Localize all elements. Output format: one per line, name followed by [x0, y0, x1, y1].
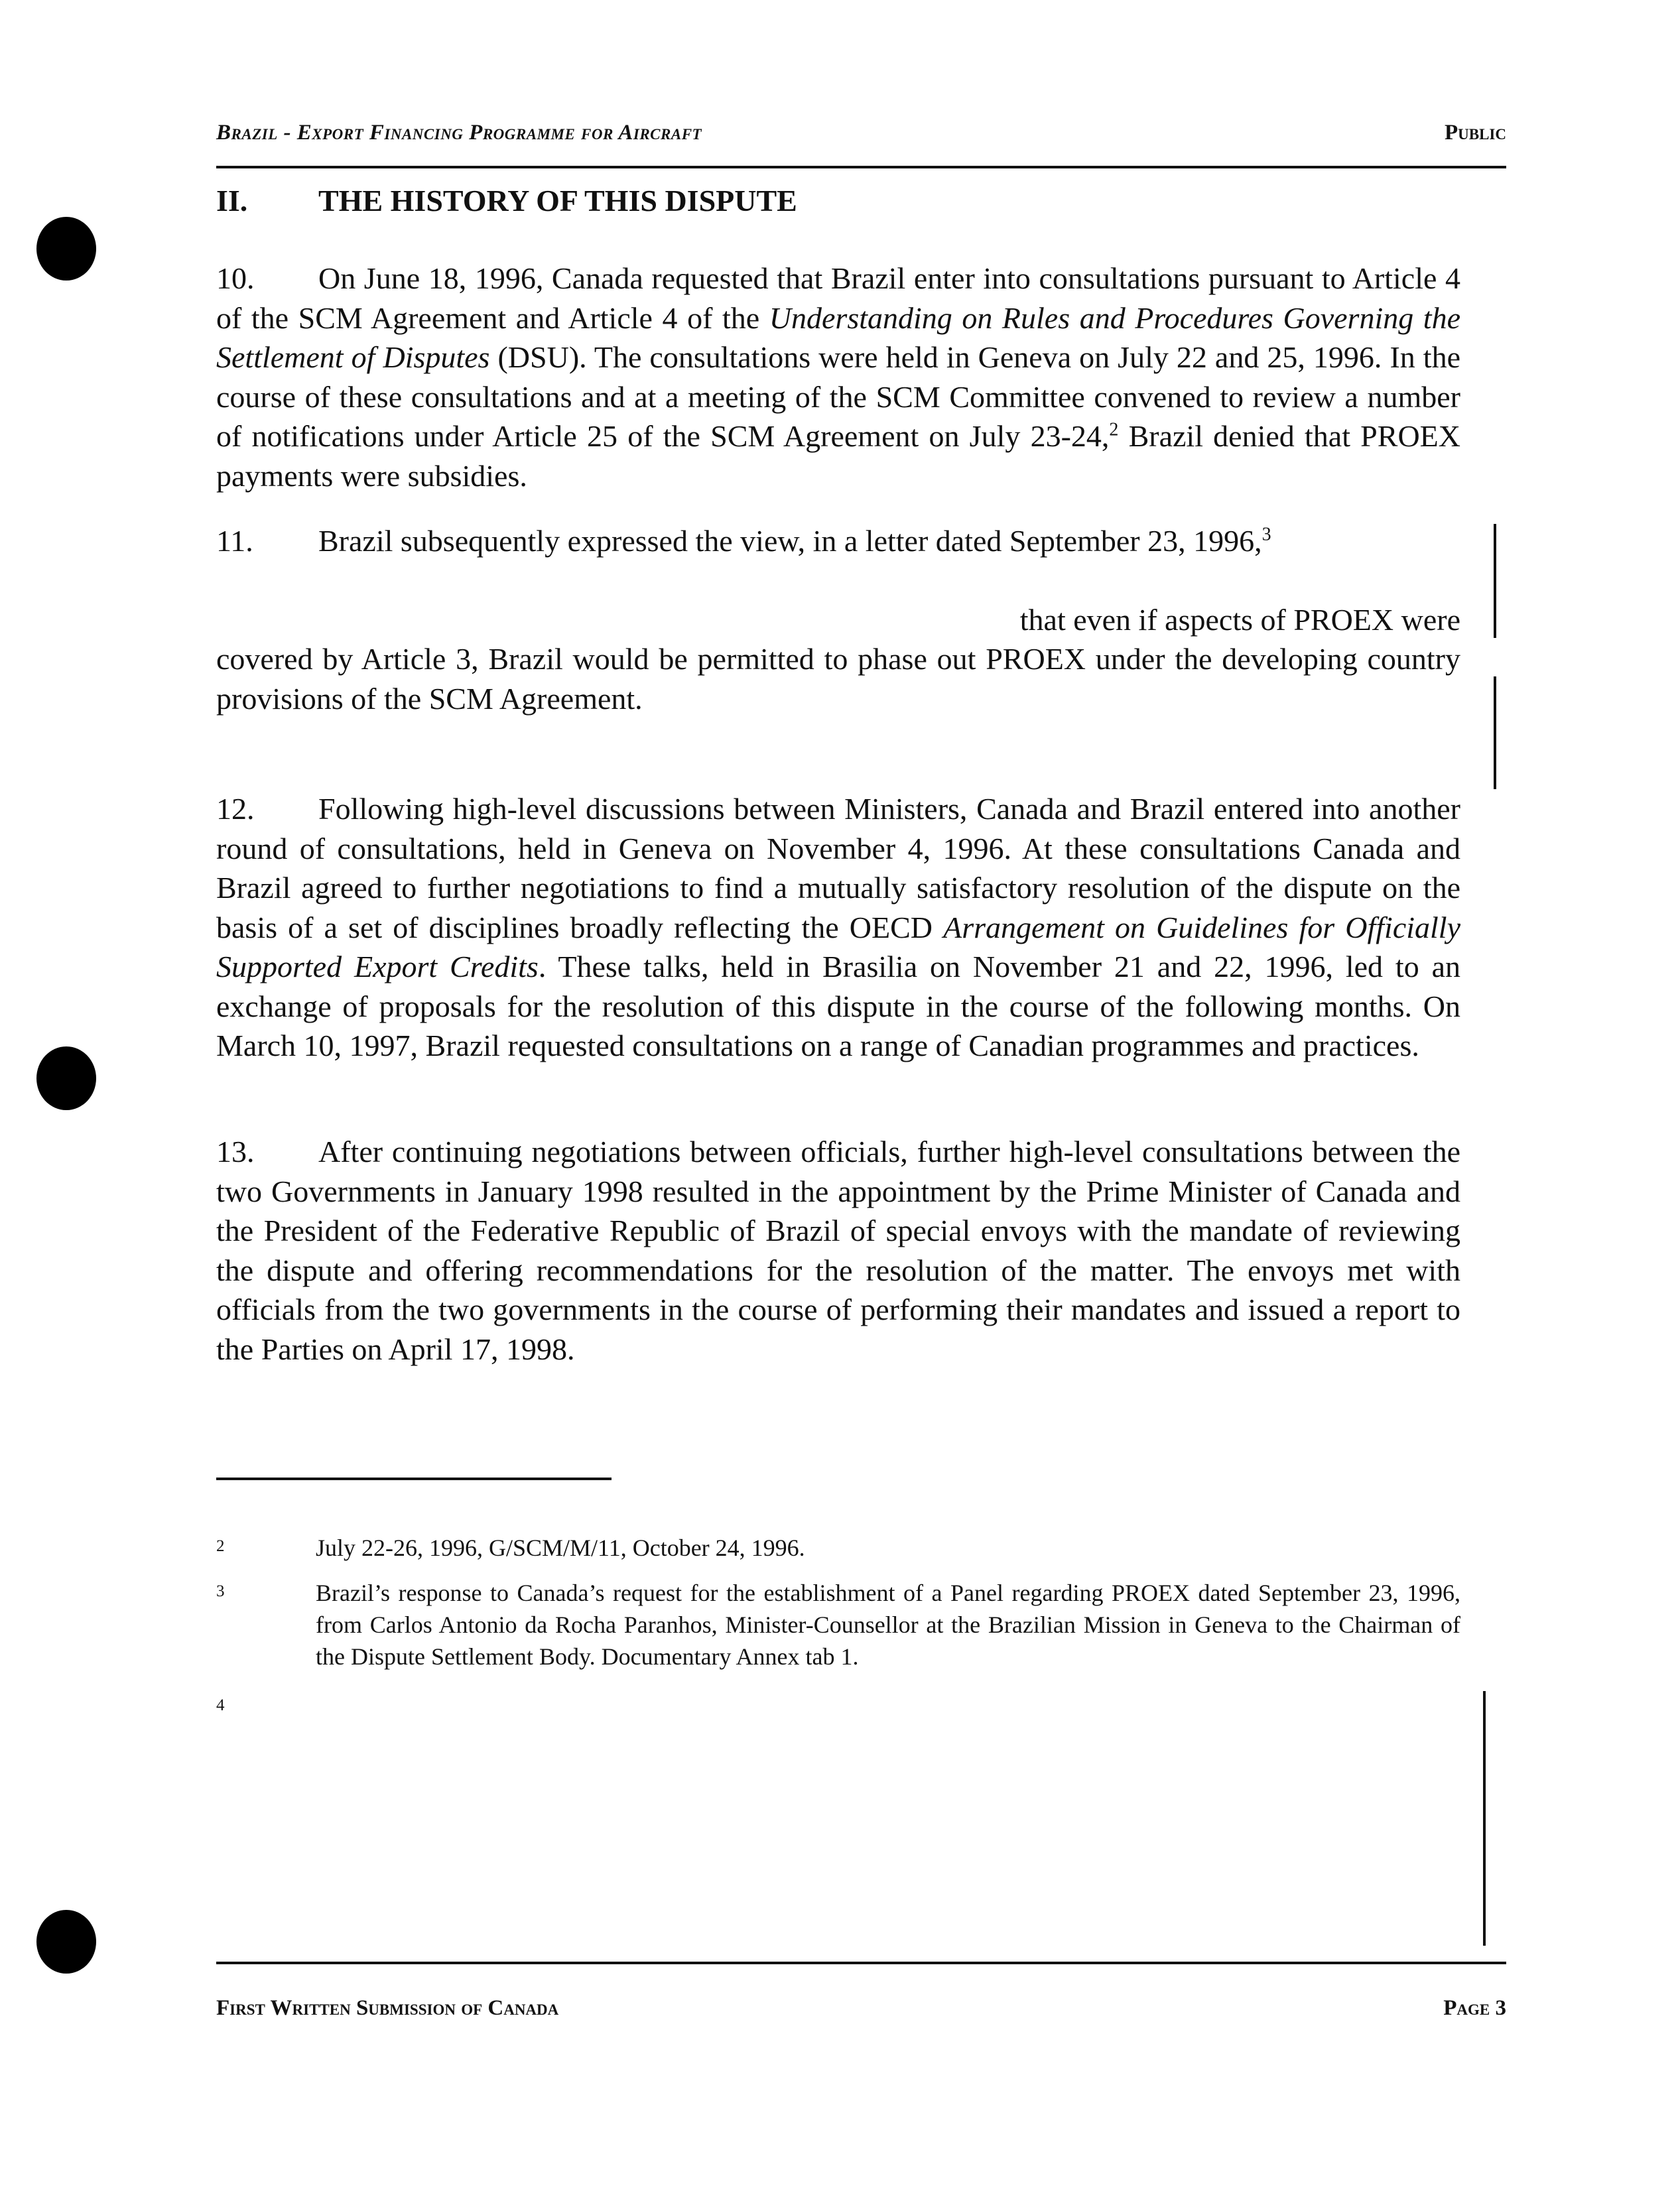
- binder-hole-middle: [36, 1046, 96, 1110]
- paragraph-text: covered by Article 3, Brazil would be permitted to phase out PROEX under the developing country provisions of the SCM Agreement.: [216, 642, 1460, 716]
- redaction-marker: [1494, 676, 1496, 789]
- footnote-number: 2: [216, 1537, 225, 1555]
- footnote-4: [216, 1691, 1460, 1724]
- paragraph-text: Brazil denied that PROEX payments were subsidies.: [216, 419, 1460, 493]
- paragraph-text: Following high-level discussions between Ministers, Canada and Brazil entered into another round of consultations, held in Geneva on November 4, 1996. At these consultations Canada and Brazil agreed to further negotiations to find a mutually satisfactory resolution of the dispute on the basis of a set of disciplines broadly reflecting the OECD: [216, 792, 1460, 944]
- paragraph-text: . These talks, held in Brasilia on November 21 and 22, 1996, led to an exchange of proposals for the resolution of this dispute in the course of the following months. On March 10, 1997, Brazil requested consultations on a range of Canadian programmes and practices.: [216, 950, 1460, 1062]
- paragraph-text: After continuing negotiations between officials, further high-level consultations between the two Governments in January 1998 resulted in the appointment by the Prime Minister of Canada and the President of the Federative Republic of Brazil of special envoys with the mandate of reviewing the dispute and offering recommendations for the resolution of the matter. The envoys met with officials from the two governments in the course of performing their mandates and issued a report to the Parties on April 17, 1998.: [216, 1135, 1460, 1366]
- paragraph-13: [216, 1132, 1460, 1369]
- footnote-text: Brazil’s response to Canada’s request for the establishment of a Panel regarding PROEX dated September 23, 1996, from Carlos Antonio da Rocha Paranhos, Minister-Counsellor at the Brazilian Mission in Geneva to the Chairman of the Dispute Settlement Body. Documentary Annex tab 1.: [316, 1580, 1460, 1670]
- paragraph-11-line-2: [216, 600, 1460, 640]
- section-title: THE HISTORY OF THIS DISPUTE: [318, 184, 797, 218]
- paragraph-text: On June 18, 1996, Canada requested that Brazil enter into consultations pursuant to Article 4 of the SCM Agreement and Article 4 of the: [216, 261, 1460, 335]
- footnote-ref[interactable]: 3: [1261, 524, 1271, 545]
- paragraph-number: 11.: [216, 524, 253, 558]
- running-header-classification: Public: [1444, 121, 1506, 145]
- paragraph-number: 13.: [216, 1135, 255, 1168]
- paragraph-text: (DSU). The consultations were held in Geneva on July 22 and 25, 1996. In the course of these consultations and at a meeting of the SCM Committee convened to review a number of notifications under Article 25 of the SCM Agreement on July 23-24,: [216, 340, 1460, 453]
- binder-hole-top: [36, 217, 96, 281]
- paragraph-11-line-3: [216, 639, 1460, 718]
- header-rule: [216, 166, 1506, 168]
- footer-rule: [216, 1962, 1506, 1964]
- paragraph-10: [216, 259, 1460, 495]
- paragraph-italic-text: Understanding on Rules and Procedures Governing the Settlement of Disputes: [216, 300, 1460, 374]
- paragraph-number: 10.: [216, 261, 255, 295]
- footnote-separator: [216, 1478, 612, 1480]
- binder-hole-bottom: [36, 1910, 96, 1974]
- footnote-text: July 22-26, 1996, G/SCM/M/11, October 24, 1996.: [316, 1535, 805, 1561]
- section-number: II.: [216, 184, 248, 218]
- page-number: Page 3: [1443, 1996, 1506, 2020]
- footnote-2: [216, 1532, 1460, 1565]
- paragraph-italic-text: Arrangement on Guidelines for Officially Supported Export Credits: [216, 910, 1460, 983]
- running-footer-title: First Written Submission of Canada: [216, 1996, 559, 2020]
- paragraph-text: that even if aspects of PROEX were: [1019, 603, 1460, 637]
- paragraph-text: Brazil subsequently expressed the view, in a letter dated September 23, 1996,: [318, 524, 1262, 558]
- footnote-3: [216, 1577, 1460, 1676]
- paragraph-12: [216, 789, 1460, 1066]
- running-header-title: Brazil - Export Financing Programme for Aircraft: [216, 121, 702, 145]
- paragraph-number: 12.: [216, 792, 255, 826]
- redaction-marker: [1494, 524, 1496, 638]
- paragraph-11-line-1: [216, 521, 1460, 561]
- footnote-number: 3: [216, 1582, 225, 1600]
- footnote-number: 4: [216, 1696, 225, 1714]
- redaction-marker: [1483, 1691, 1486, 1946]
- footnote-ref[interactable]: 2: [1109, 419, 1119, 440]
